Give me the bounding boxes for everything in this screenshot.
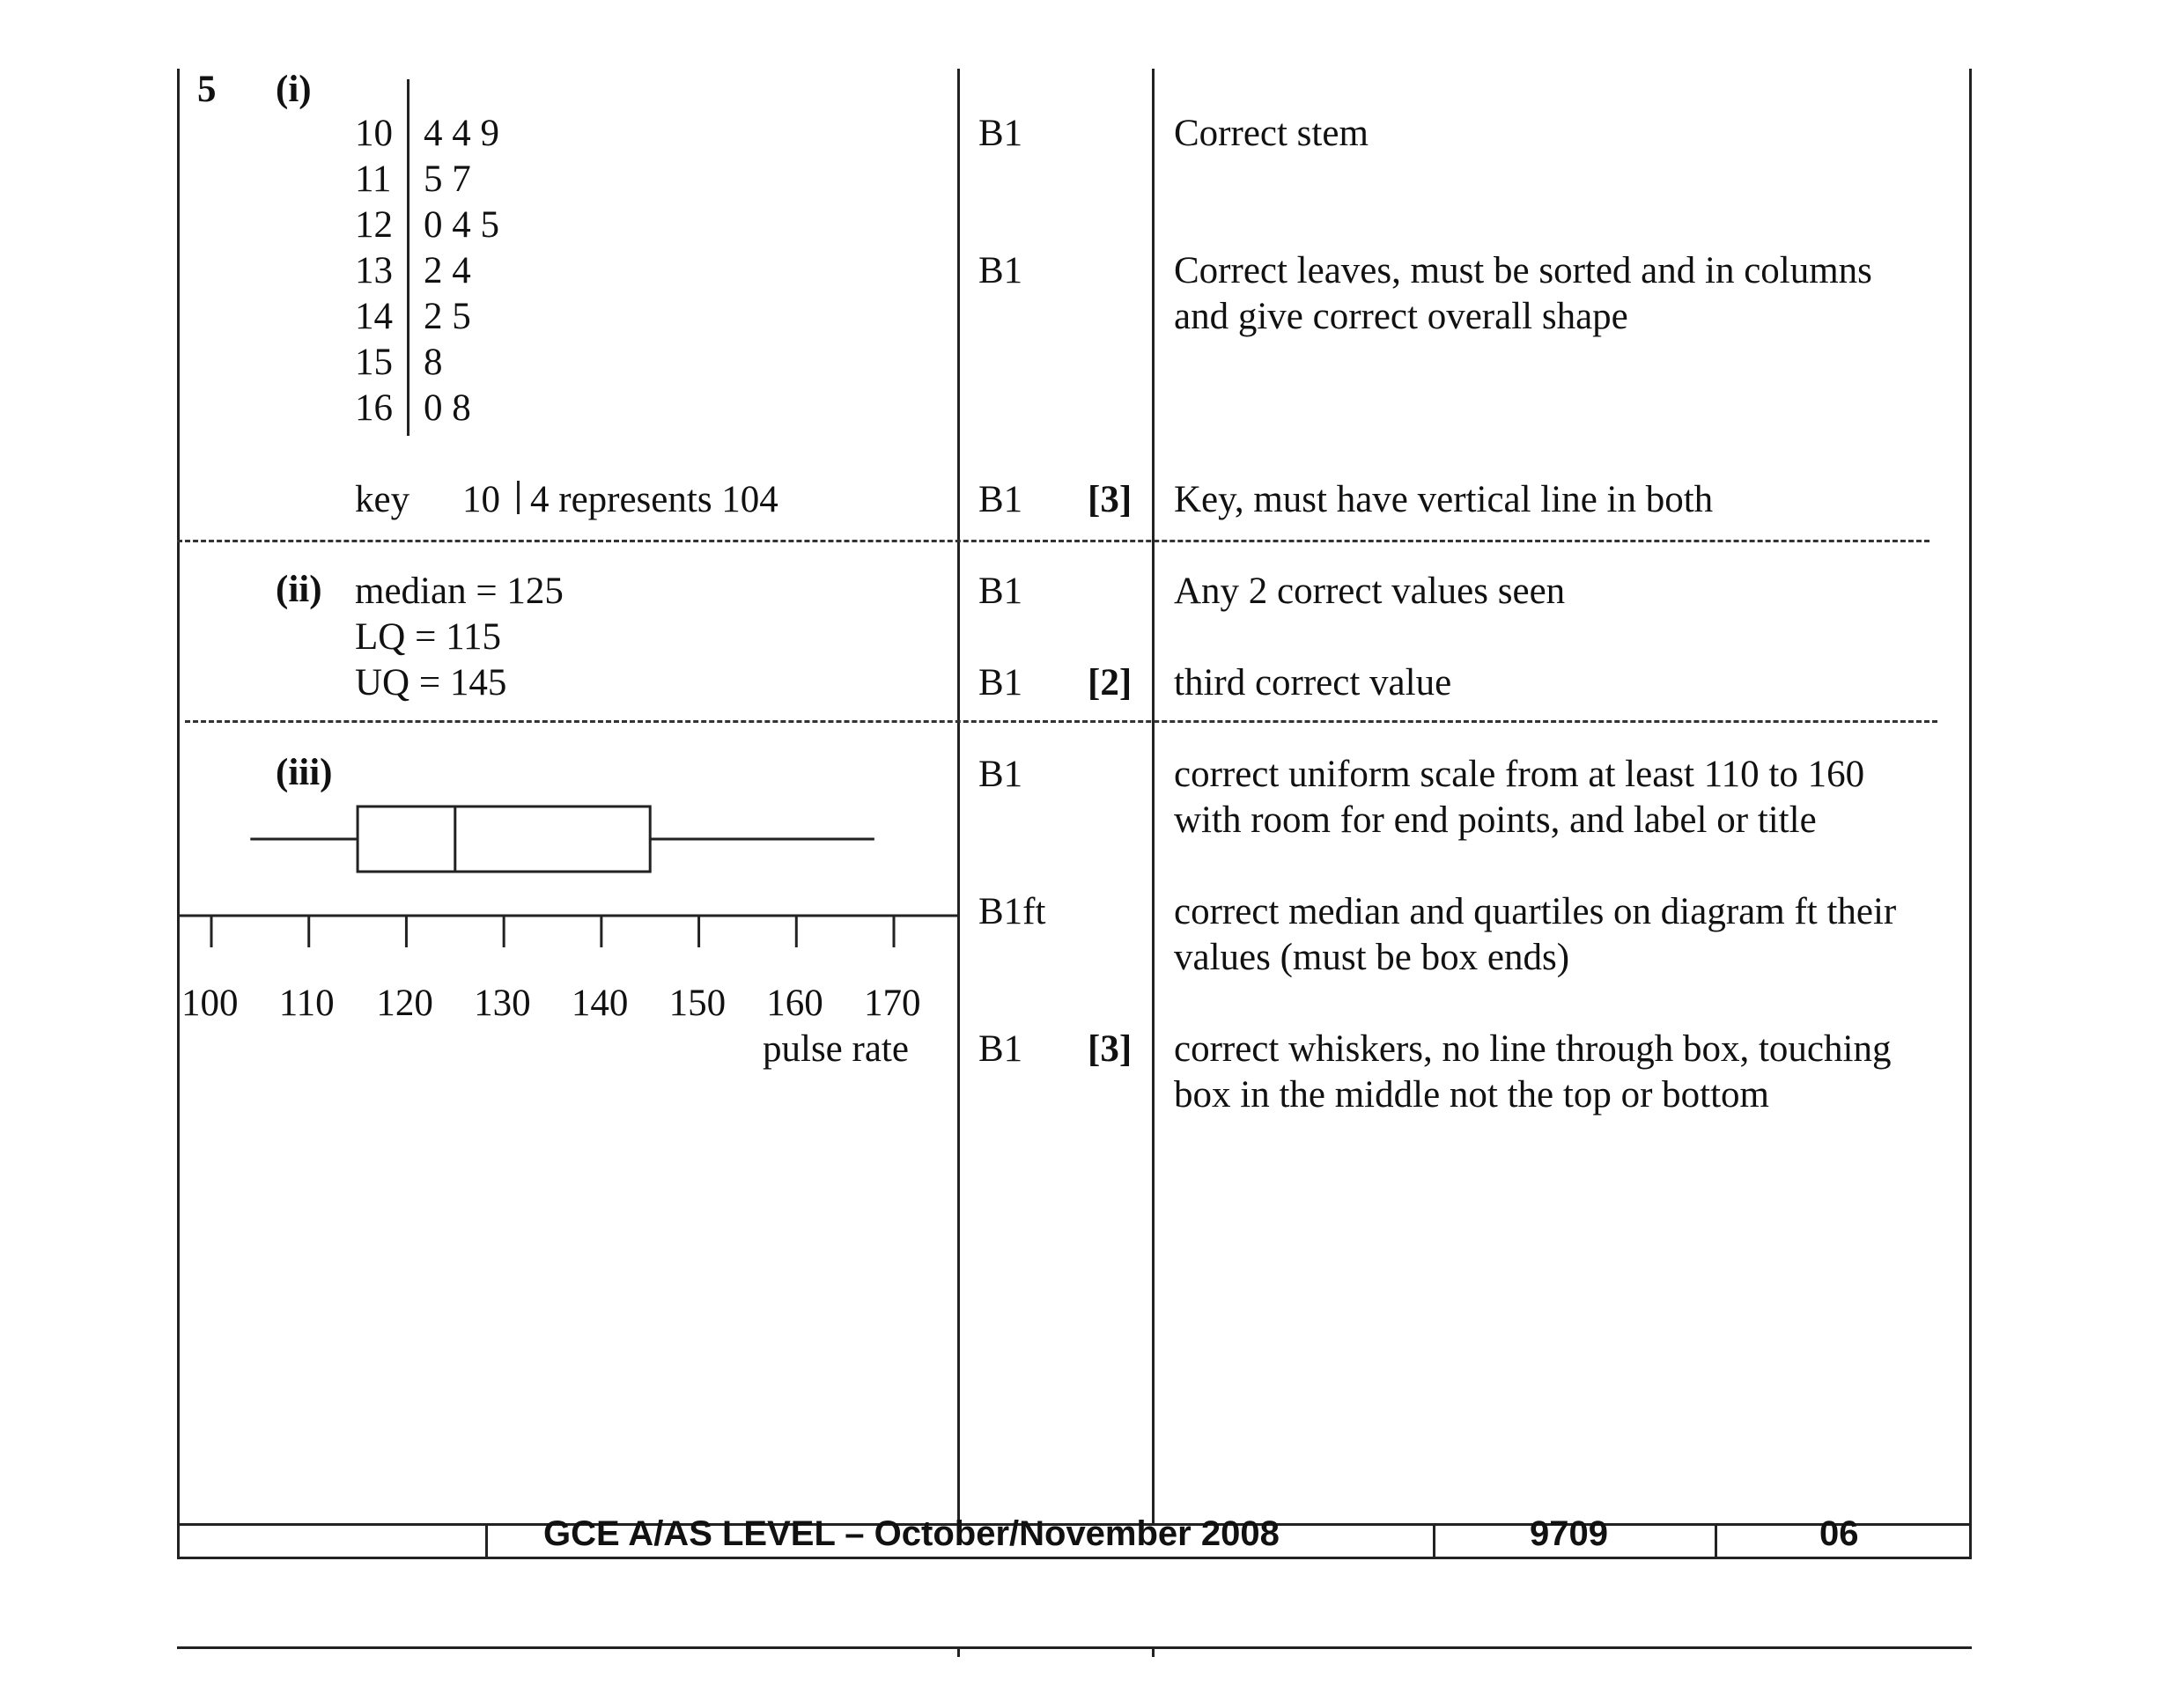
footer-bottom-border: [177, 1557, 1972, 1559]
stem: 11: [355, 158, 392, 200]
question-number: 5: [197, 69, 217, 110]
stem: 12: [355, 204, 393, 246]
footer-divider: [1715, 1523, 1717, 1558]
tick-label: 150: [668, 983, 727, 1024]
stem: 10: [355, 113, 393, 154]
guidance-note: third correct value: [1174, 662, 1452, 703]
guidance-note: correct median and quartiles on diagram ft their: [1174, 891, 1897, 932]
box: [358, 806, 650, 872]
leaves: 8: [424, 342, 443, 383]
leaves: 4 4 9: [424, 113, 499, 154]
footer-syllabus: 9709: [1530, 1514, 1608, 1553]
guidance-note: and give correct overall shape: [1174, 296, 1628, 337]
axis-label: pulse rate: [763, 1028, 909, 1070]
mark: B1: [978, 479, 1023, 520]
mark-total: [2]: [1088, 662, 1133, 703]
footer-paper: 06: [1819, 1514, 1859, 1553]
mark: B1: [978, 754, 1023, 795]
leaves: 5 7: [424, 158, 471, 200]
mark: B1: [978, 662, 1023, 703]
lq-answer: LQ = 115: [355, 616, 501, 658]
mark-total: [3]: [1088, 479, 1133, 520]
tick-label: 170: [864, 983, 921, 1024]
stem: 15: [355, 342, 393, 383]
key-rest: 4 represents 104: [530, 479, 778, 520]
leaves: 0 8: [424, 387, 471, 429]
part-ii-label: (ii): [276, 569, 322, 610]
uq-answer: UQ = 145: [355, 662, 507, 703]
guidance-note: box in the middle not the top or bottom: [1174, 1074, 1769, 1116]
footer-exam: GCE A/AS LEVEL – October/November 2008: [543, 1514, 1280, 1553]
guidance-note: with room for end points, and label or title: [1174, 799, 1817, 841]
median-answer: median = 125: [355, 571, 564, 612]
footer-divider: [485, 1523, 488, 1558]
stem: 16: [355, 387, 393, 429]
guidance-note: correct whiskers, no line through box, touching: [1174, 1028, 1892, 1070]
tick-label: 160: [766, 983, 823, 1024]
guidance-note: Any 2 correct values seen: [1174, 571, 1566, 612]
guidance-note: Correct leaves, must be sorted and in columns: [1174, 250, 1872, 291]
mark: B1: [978, 571, 1023, 612]
guidance-note: correct uniform scale from at least 110 to 160: [1174, 754, 1865, 795]
stem: 14: [355, 296, 393, 337]
mark: B1: [978, 1028, 1023, 1070]
tick-label: 130: [474, 983, 531, 1024]
key-label: key: [355, 479, 410, 520]
leaves: 2 5: [424, 296, 471, 337]
footer-divider: [1433, 1523, 1435, 1558]
tick-label: 100: [181, 983, 239, 1024]
part-iii-label: (iii): [276, 752, 333, 793]
tick-label: 120: [376, 983, 433, 1024]
mark: B1: [978, 250, 1023, 291]
leaves: 2 4: [424, 250, 471, 291]
tick-label: 140: [571, 983, 629, 1024]
guidance-note: Key, must have vertical line in both: [1174, 479, 1714, 520]
next-page-divider: [957, 1646, 960, 1657]
key-stem: 10: [462, 479, 500, 520]
next-page-divider: [1152, 1646, 1155, 1657]
stem: 13: [355, 250, 393, 291]
guidance-note: values (must be box ends): [1174, 937, 1570, 978]
mark-total: [3]: [1088, 1028, 1133, 1070]
mark: B1ft: [978, 891, 1046, 932]
part-i-label: (i): [276, 69, 312, 110]
next-page-top-border: [177, 1646, 1972, 1649]
guidance-note: Correct stem: [1174, 113, 1369, 154]
mark: B1: [978, 113, 1023, 154]
leaves: 0 4 5: [424, 204, 499, 246]
tick-label: 110: [278, 983, 335, 1024]
